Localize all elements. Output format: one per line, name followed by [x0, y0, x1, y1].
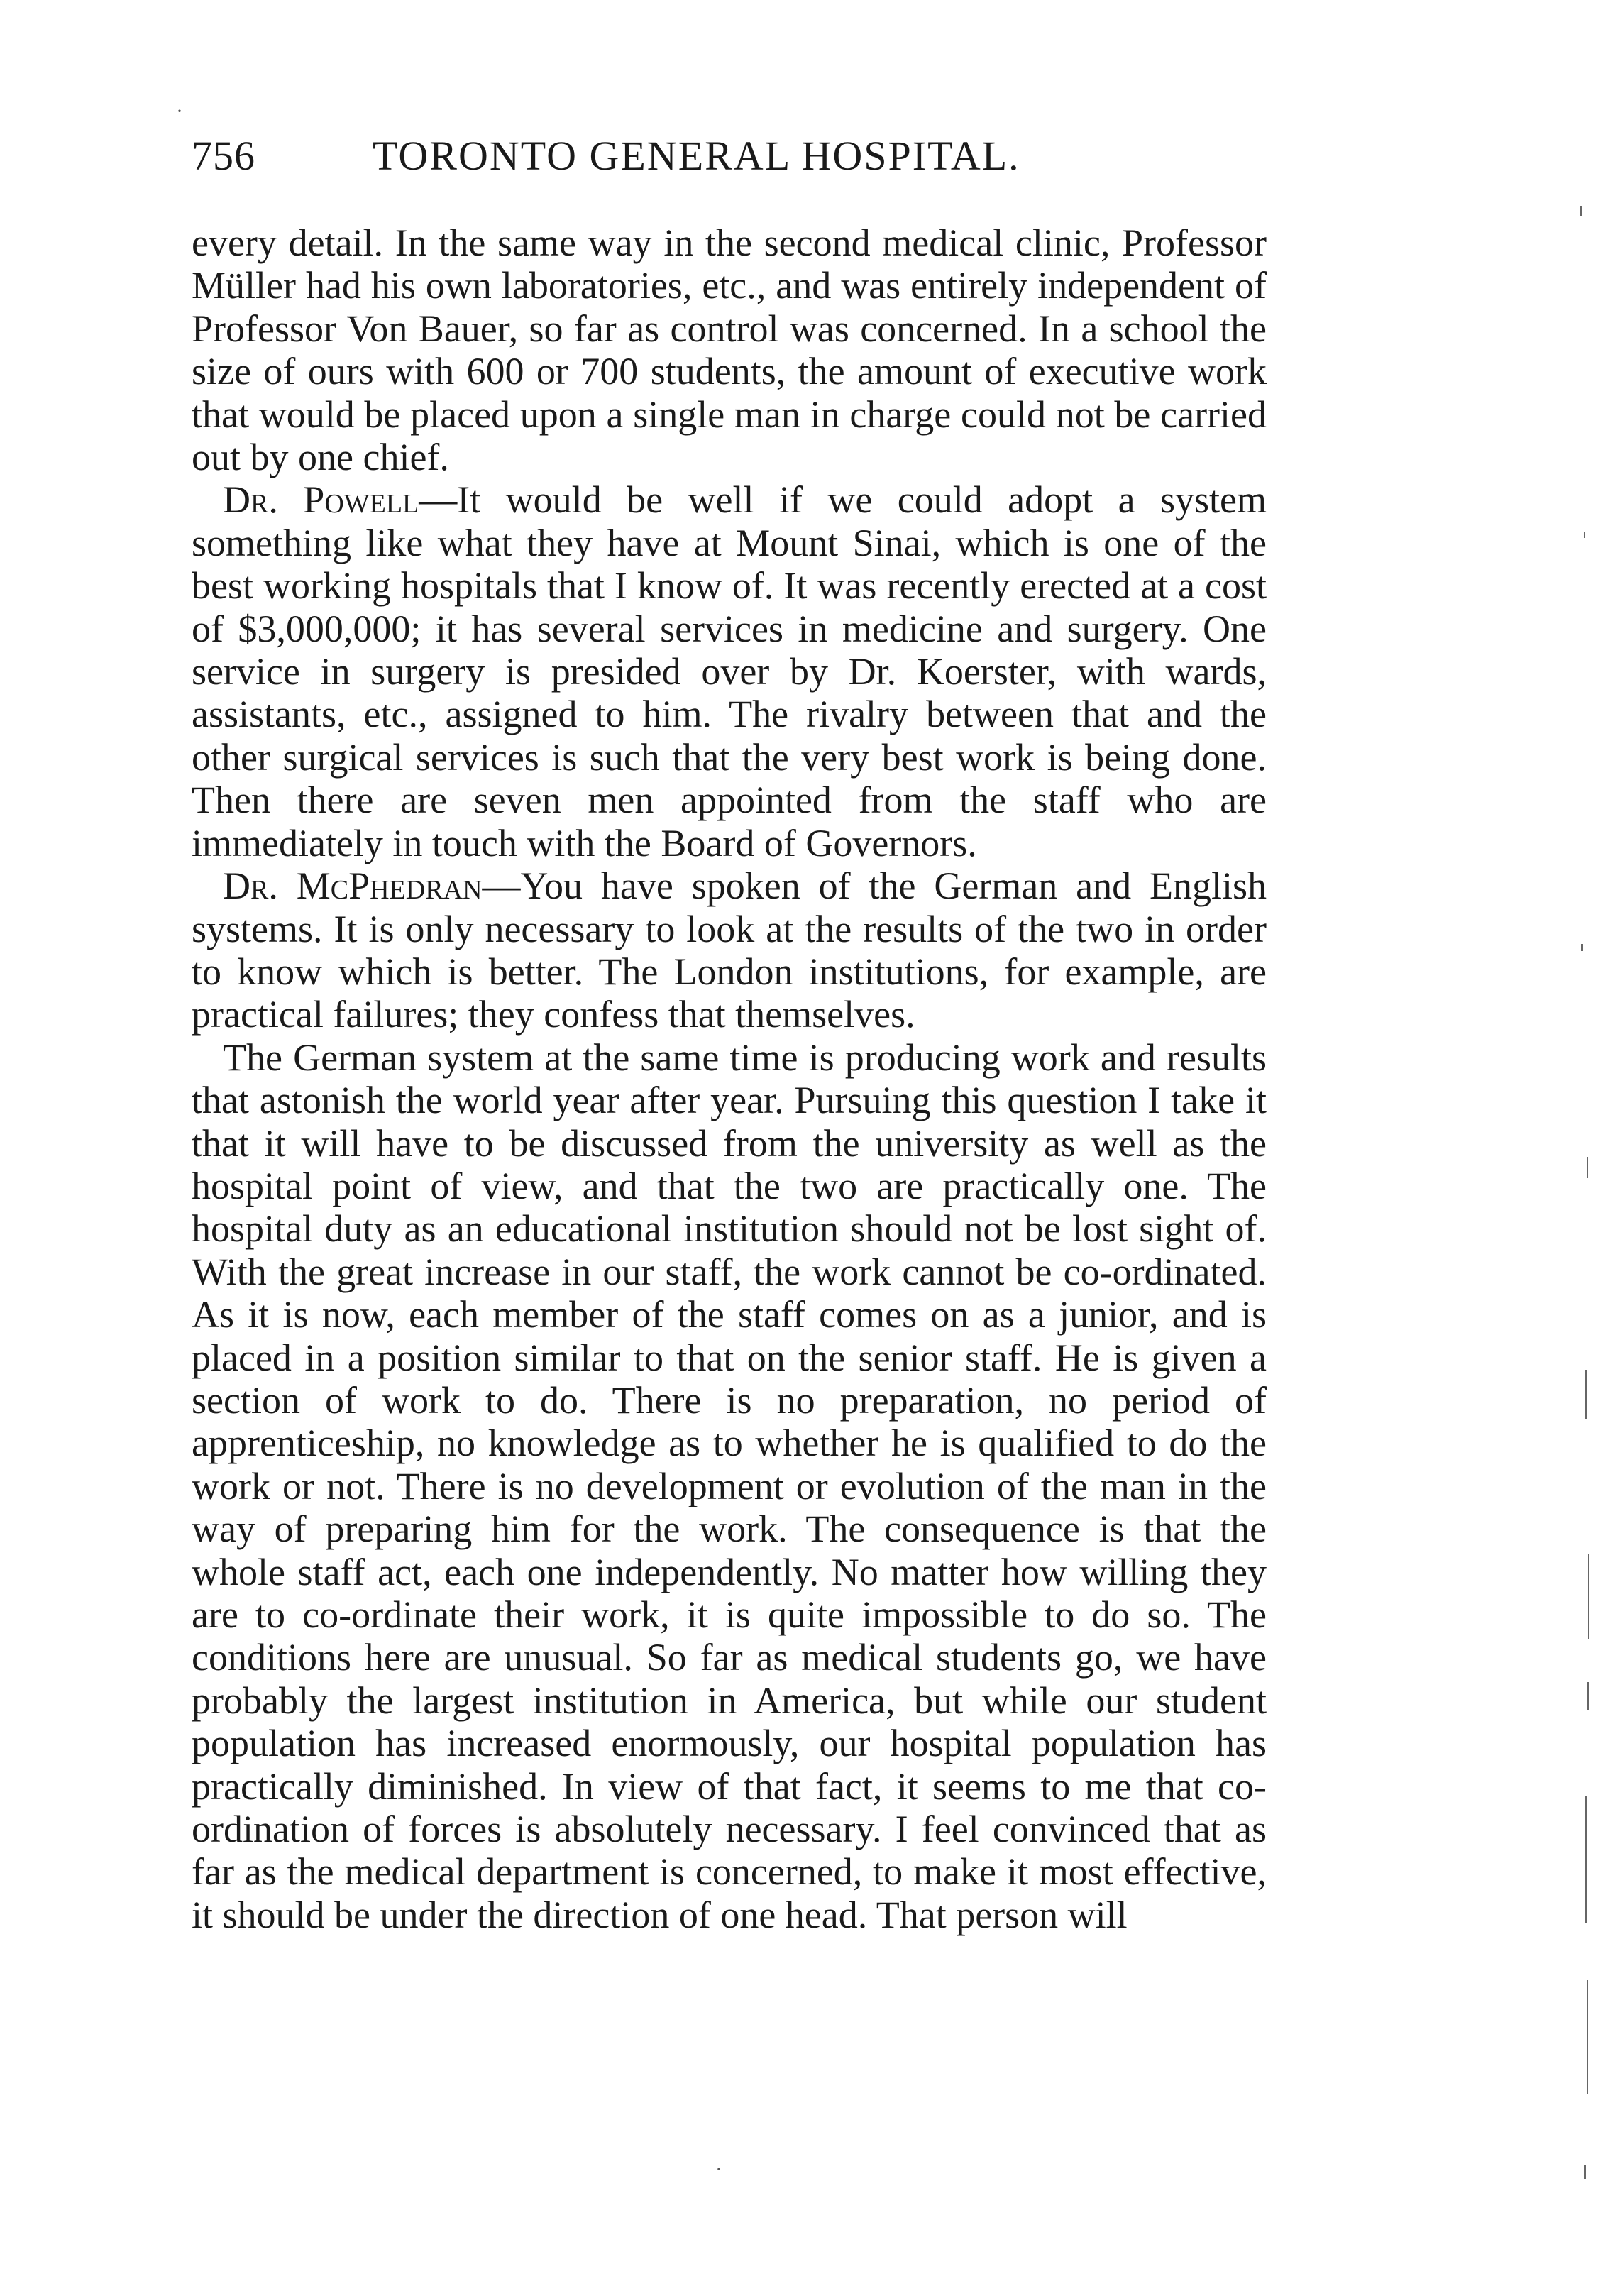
speaker-name: Dr. McPhedran: [223, 864, 483, 908]
page-header: [192, 131, 1284, 188]
stray-mark-top: ·: [176, 99, 183, 123]
body-text: [192, 221, 1267, 1936]
page-number: 756: [192, 133, 255, 179]
running-head: TORONTO GENERAL HOSPITAL.: [373, 133, 1020, 179]
paragraph-dr-mcphedran: [192, 864, 1267, 1036]
stray-mark-bottom: ·: [715, 2158, 722, 2181]
scan-edge-artifacts: [1577, 163, 1598, 2257]
paragraph-text: The German system at the same time is producing work and results that astonish the world year after year. Pursuing this question I take it that it will have to be discussed from the university as well as the hospital point of view, and that the two are practically one. The hospital duty as an educational institution should not be lost sight of. With the great increase in our staff, the work cannot be co-ordinated. As it is now, each member of the staff comes on as a junior, and is placed in a position similar to that on the senior staff. He is given a section of work to do. There is no preparation, no period of apprenticeship, no knowledge as to whether he is qualified to do the work or not. There is no development or evolution of the man in the way of preparing him for the work. The consequence is that the whole staff act, each one independently. No matter how willing they are to co-ordinate their work, it is quite impossible to do so. The conditions here are unusual. So far as medical students go, we have probably the largest institution in America, but while our student population has increased enormously, our hospital population has practically diminished. In view of that fact, it seems to me that co-ordination of forces is absolutely necessary. I feel convinced that as far as the medical department is concerned, to make it most effective, it should be under the direction of one head. That person will: [192, 1036, 1267, 1936]
paragraph-text: —It would be well if we could adopt a system something like what they have at Mount Sinai, which is one of the best working hospitals that I know of. It was recently erected at a cost of $3,000,000; it has several services in medicine and surgery. One service in surgery is presided over by Dr. Koerster, with wards, assistants, etc., assigned to him. The rivalry between that and the other surgical services is such that the very best work is being done. Then there are seven men appointed from the staff who are immediately in touch with the Board of Governors.: [192, 478, 1267, 864]
paragraph-continuation: [192, 221, 1267, 478]
speaker-name: Dr. Powell: [223, 478, 419, 522]
paragraph-dr-powell: [192, 478, 1267, 864]
paragraph-german-system: [192, 1036, 1267, 1937]
paragraph-text: every detail. In the same way in the second medical clinic, Professor Müller had his own laboratories, etc., and was entirely independent of Professor Von Bauer, so far as control was concerned. In a school the size of ours with 600 or 700 students, the amount of executive work that would be placed upon a single man in charge could not be carried out by one chief.: [192, 221, 1267, 479]
paragraph-text: —You have spoken of the German and English systems. It is only necessary to look at the results of the two in order to know which is better. The London institutions, for example, are practical failures; they confess that themselves.: [192, 864, 1267, 1036]
